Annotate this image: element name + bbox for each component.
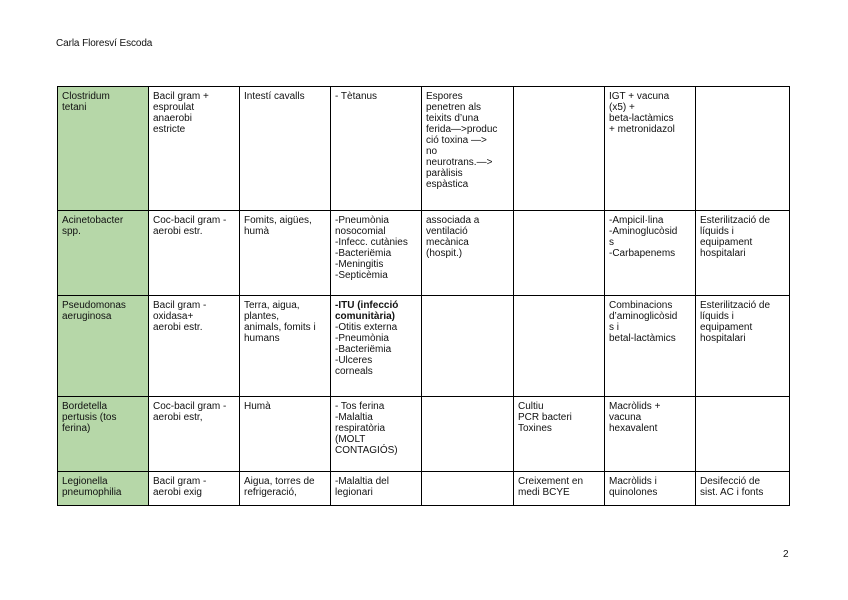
reservoir-cell: Fomits, aigües, humà bbox=[240, 211, 331, 296]
disease-text: - Tos ferina -Malaltia respiratòria (MOLT CONTAGIÓS) bbox=[335, 401, 398, 456]
table-row bbox=[58, 296, 790, 397]
reservoir-cell: Terra, aigua, plantes, animals, fomits i humans bbox=[240, 296, 331, 397]
bacteria-name-cell: Clostridum tetani bbox=[58, 87, 149, 211]
pathogenesis-cell: Espores penetren als teixits d’una ferida—>produc ció toxina —> no neurotrans.—> paràlisis espàstica bbox=[422, 87, 514, 211]
morphology-cell: Bacil gram + esproulat anaerobi estricte bbox=[149, 87, 240, 211]
table-row bbox=[58, 397, 790, 472]
disease-cell bbox=[331, 211, 422, 296]
table-row bbox=[58, 87, 790, 211]
page-number: 2 bbox=[783, 549, 789, 560]
reservoir-cell: Humà bbox=[240, 397, 331, 472]
disease-cell bbox=[331, 87, 422, 211]
pathogenesis-cell bbox=[422, 397, 514, 472]
diagnosis-cell: Cultiu PCR bacteri Toxines bbox=[514, 397, 605, 472]
prevention-cell: Esterilització de líquids i equipament hospitalari bbox=[696, 296, 790, 397]
treatment-cell: Combinacions d’aminoglicòsid s i betal-lactàmics bbox=[605, 296, 696, 397]
morphology-cell: Coc-bacil gram - aerobi estr. bbox=[149, 211, 240, 296]
pathogenesis-cell bbox=[422, 296, 514, 397]
diagnosis-cell bbox=[514, 296, 605, 397]
diagnosis-cell bbox=[514, 211, 605, 296]
table-row bbox=[58, 472, 790, 506]
treatment-cell: IGT + vacuna (x5) + beta-lactàmics + metronidazol bbox=[605, 87, 696, 211]
prevention-cell: Esterilització de líquids i equipament hospitalari bbox=[696, 211, 790, 296]
treatment-cell: Macròlids + vacuna hexavalent bbox=[605, 397, 696, 472]
prevention-cell bbox=[696, 397, 790, 472]
morphology-cell: Coc-bacil gram - aerobi estr, bbox=[149, 397, 240, 472]
bacteria-name-cell: Bordetella pertusis (tos ferina) bbox=[58, 397, 149, 472]
bacteria-name-cell: Legionella pneumophilia bbox=[58, 472, 149, 506]
disease-text: -Malaltia del legionari bbox=[335, 476, 389, 498]
disease-cell bbox=[331, 397, 422, 472]
disease-bold-text: -ITU (infecció comunitària) bbox=[335, 300, 399, 322]
morphology-cell: Bacil gram - oxidasa+ aerobi estr. bbox=[149, 296, 240, 397]
table-row bbox=[58, 211, 790, 296]
bacteria-name-cell: Pseudomonas aeruginosa bbox=[58, 296, 149, 397]
diagnosis-cell: Creixement en medi BCYE bbox=[514, 472, 605, 506]
morphology-cell: Bacil gram - aerobi exig bbox=[149, 472, 240, 506]
prevention-cell: Desifecció de sist. AC i fonts bbox=[696, 472, 790, 506]
disease-text: -Otitis externa -Pneumònia -Bacteriëmia -Ulceres corneals bbox=[335, 322, 398, 377]
reservoir-cell: Aigua, torres de refrigeració, bbox=[240, 472, 331, 506]
disease-text: - Tètanus bbox=[335, 91, 378, 102]
reservoir-cell: Intestí cavalls bbox=[240, 87, 331, 211]
pathogenesis-cell: associada a ventilació mecànica (hospit.) bbox=[422, 211, 514, 296]
pathogenesis-cell bbox=[422, 472, 514, 506]
bacteria-table bbox=[57, 86, 790, 506]
disease-cell bbox=[331, 472, 422, 506]
bacteria-name-cell: Acinetobacter spp. bbox=[58, 211, 149, 296]
disease-cell bbox=[331, 296, 422, 397]
disease-text: -Pneumònia nosocomial -Infecc. cutànies -Bacteriëmia -Meningitis -Septicèmia bbox=[335, 215, 408, 281]
treatment-cell: -Ampicil·lina -Aminoglucòsid s -Carbapenems bbox=[605, 211, 696, 296]
diagnosis-cell bbox=[514, 87, 605, 211]
treatment-cell: Macròlids i quinolones bbox=[605, 472, 696, 506]
prevention-cell bbox=[696, 87, 790, 211]
author-name: Carla Floresví Escoda bbox=[56, 38, 153, 49]
